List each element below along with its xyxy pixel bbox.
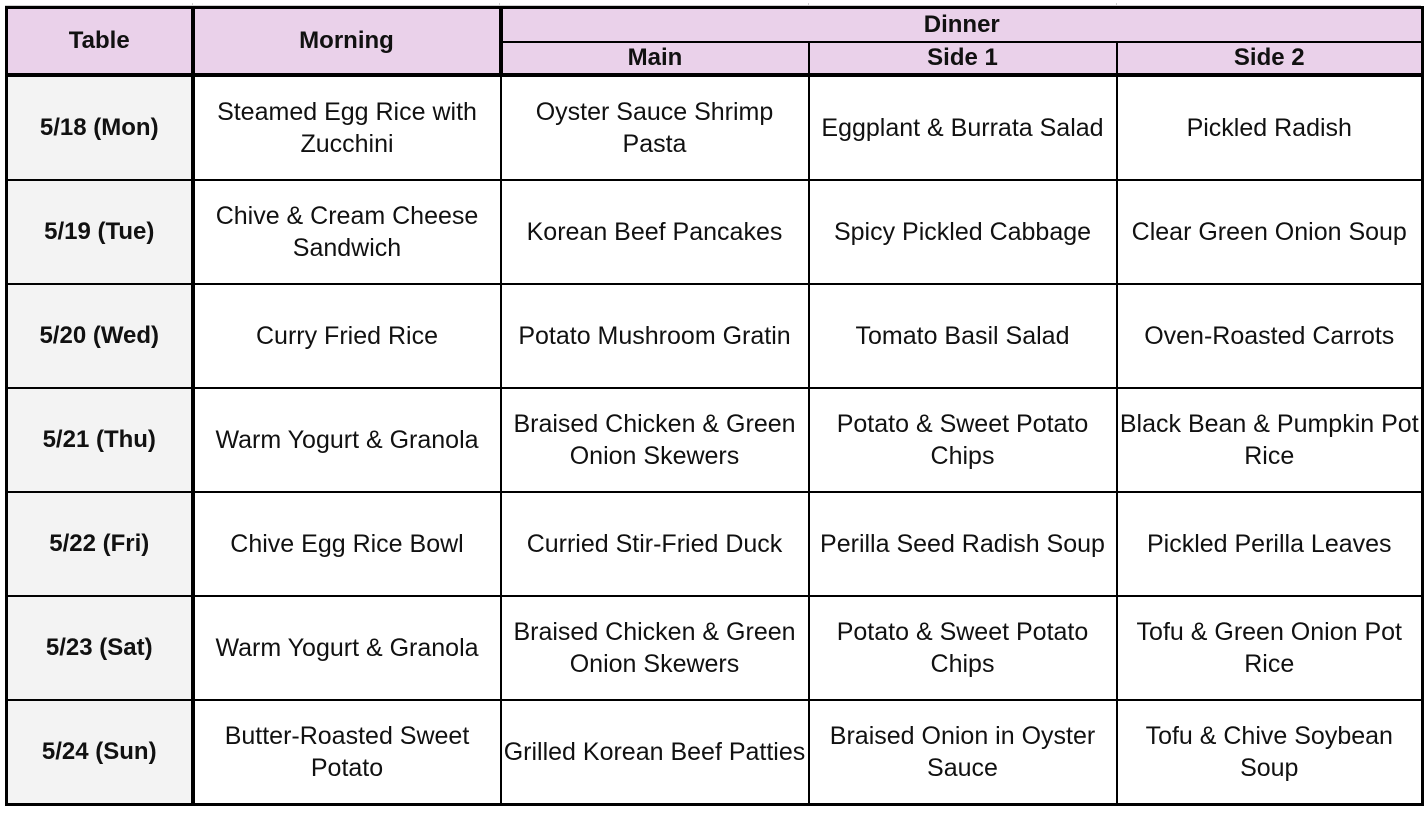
side-2-cell: Black Bean & Pumpkin Pot Rice (1117, 388, 1423, 492)
main-cell: Braised Chicken & Green Onion Skewers (501, 596, 809, 700)
header-dinner: Dinner (501, 8, 1423, 43)
side-2-cell: Pickled Radish (1117, 75, 1423, 180)
morning-cell: Steamed Egg Rice with Zucchini (193, 75, 501, 180)
side-2-cell: Oven-Roasted Carrots (1117, 284, 1423, 388)
table-row (7, 596, 1423, 700)
date-cell: 5/19 (Tue) (7, 180, 193, 284)
side-2-cell: Clear Green Onion Soup (1117, 180, 1423, 284)
side-1-cell: Potato & Sweet Potato Chips (809, 596, 1117, 700)
date-cell: 5/22 (Fri) (7, 492, 193, 596)
table-row (7, 284, 1423, 388)
date-cell: 5/23 (Sat) (7, 596, 193, 700)
side-2-cell: Tofu & Chive Soybean Soup (1117, 700, 1423, 805)
header-morning: Morning (193, 8, 501, 76)
header-table: Table (7, 8, 193, 76)
main-cell: Curried Stir-Fried Duck (501, 492, 809, 596)
header-row (7, 8, 1423, 43)
side-1-cell: Spicy Pickled Cabbage (809, 180, 1117, 284)
header-main: Main (501, 42, 809, 75)
main-cell: Korean Beef Pancakes (501, 180, 809, 284)
table-row (7, 492, 1423, 596)
date-cell: 5/24 (Sun) (7, 700, 193, 805)
header-side-2: Side 2 (1117, 42, 1423, 75)
header-side-1: Side 1 (809, 42, 1117, 75)
side-1-cell: Braised Onion in Oyster Sauce (809, 700, 1117, 805)
morning-cell: Butter-Roasted Sweet Potato (193, 700, 501, 805)
table-row (7, 180, 1423, 284)
main-cell: Grilled Korean Beef Patties (501, 700, 809, 805)
side-1-cell: Potato & Sweet Potato Chips (809, 388, 1117, 492)
meal-plan-table (5, 6, 1424, 806)
date-cell: 5/18 (Mon) (7, 75, 193, 180)
date-cell: 5/20 (Wed) (7, 284, 193, 388)
main-cell: Potato Mushroom Gratin (501, 284, 809, 388)
main-cell: Oyster Sauce Shrimp Pasta (501, 75, 809, 180)
side-1-cell: Eggplant & Burrata Salad (809, 75, 1117, 180)
side-1-cell: Perilla Seed Radish Soup (809, 492, 1117, 596)
date-cell: 5/21 (Thu) (7, 388, 193, 492)
morning-cell: Warm Yogurt & Granola (193, 388, 501, 492)
side-2-cell: Tofu & Green Onion Pot Rice (1117, 596, 1423, 700)
morning-cell: Chive Egg Rice Bowl (193, 492, 501, 596)
main-cell: Braised Chicken & Green Onion Skewers (501, 388, 809, 492)
side-1-cell: Tomato Basil Salad (809, 284, 1117, 388)
table-row (7, 75, 1423, 180)
side-2-cell: Pickled Perilla Leaves (1117, 492, 1423, 596)
table-row (7, 700, 1423, 805)
morning-cell: Warm Yogurt & Granola (193, 596, 501, 700)
morning-cell: Curry Fried Rice (193, 284, 501, 388)
morning-cell: Chive & Cream Cheese Sandwich (193, 180, 501, 284)
table-row (7, 388, 1423, 492)
